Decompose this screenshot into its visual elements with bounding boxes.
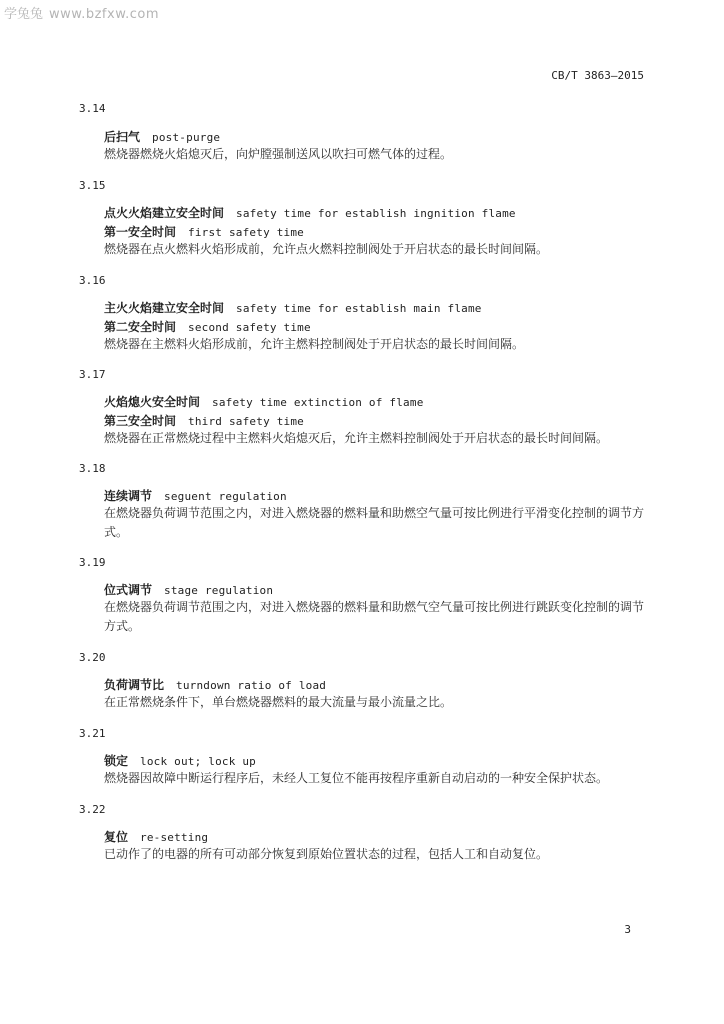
- term-alt-zh: 第一安全时间: [104, 225, 177, 239]
- standard-code: CB/T 3863—2015: [551, 69, 644, 82]
- term-definition: 已动作了的电器的所有可动部分恢复到原始位置状态的过程，包括人工和自动复位。: [104, 847, 549, 861]
- term-number: 3.19: [79, 556, 106, 569]
- term-definition: 燃烧器燃烧火焰熄灭后，向炉膛强制送风以吹扫可燃气体的过程。: [104, 147, 453, 161]
- term-number: 3.21: [79, 727, 106, 740]
- term-heading: [104, 754, 256, 769]
- term-definition: 在正常燃烧条件下，单台燃烧器燃料的最大流量与最小流量之比。: [104, 695, 453, 709]
- term-zh: 位式调节: [104, 583, 153, 597]
- term-alt-heading: [104, 320, 311, 335]
- term-alt-zh: 第二安全时间: [104, 320, 177, 334]
- term-definition: 在燃烧器负荷调节范围之内，对进入燃烧器的燃料量和助燃气空气量可按比例进行跳跃变化控制的调节方式。: [104, 600, 645, 633]
- term-zh: 连续调节: [104, 489, 153, 503]
- term-en: re-setting: [140, 831, 209, 844]
- term-heading: [104, 130, 220, 145]
- term-zh: 主火火焰建立安全时间: [104, 301, 225, 315]
- term-en: safety time extinction of flame: [212, 396, 424, 409]
- term-zh: 后扫气: [104, 130, 141, 144]
- term-en: safety time for establish main flame: [236, 302, 482, 315]
- term-alt-heading: [104, 414, 304, 429]
- term-en: seguent regulation: [164, 490, 287, 503]
- term-alt-en: first safety time: [188, 226, 304, 239]
- term-number: 3.20: [79, 651, 106, 664]
- term-en: lock out; lock up: [140, 755, 256, 768]
- term-definition: 在燃烧器负荷调节范围之内，对进入燃烧器的燃料量和助燃空气量可按比例进行平滑变化控制的调节方式。: [104, 506, 645, 539]
- term-definition: 燃烧器在点火燃料火焰形成前，允许点火燃料控制阀处于开启状态的最长时间间隔。: [104, 242, 549, 256]
- term-number: 3.22: [79, 803, 106, 816]
- term-definition: 燃烧器因故障中断运行程序后，未经人工复位不能再按程序重新自动启动的一种安全保护状态。: [104, 771, 609, 785]
- term-heading: [104, 395, 424, 410]
- term-zh: 锁定: [104, 754, 129, 768]
- term-definition: 燃烧器在正常燃烧过程中主燃料火焰熄灭后，允许主燃料控制阀处于开启状态的最长时间间隔。: [104, 431, 609, 445]
- term-heading: [104, 678, 326, 693]
- term-alt-heading: [104, 225, 304, 240]
- term-number: 3.17: [79, 368, 106, 381]
- term-en: post-purge: [152, 131, 221, 144]
- term-number: 3.15: [79, 179, 106, 192]
- term-alt-zh: 第三安全时间: [104, 414, 177, 428]
- term-heading: [104, 583, 273, 598]
- term-heading: [104, 206, 516, 221]
- term-heading: [104, 830, 208, 845]
- term-zh: 复位: [104, 830, 129, 844]
- term-en: turndown ratio of load: [176, 679, 327, 692]
- term-en: safety time for establish ingnition flame: [236, 207, 516, 220]
- term-alt-en: second safety time: [188, 321, 311, 334]
- term-definition: 燃烧器在主燃料火焰形成前，允许主燃料控制阀处于开启状态的最长时间间隔。: [104, 337, 525, 351]
- term-alt-en: third safety time: [188, 415, 304, 428]
- term-zh: 点火火焰建立安全时间: [104, 206, 225, 220]
- term-en: stage regulation: [164, 584, 274, 597]
- term-heading: [104, 301, 482, 316]
- term-number: 3.18: [79, 462, 106, 475]
- watermark-url: www.bzfxw.com: [49, 7, 160, 22]
- term-zh: 负荷调节比: [104, 678, 165, 692]
- term-number: 3.14: [79, 102, 106, 115]
- page-number: 3: [624, 923, 631, 936]
- watermark-site-name: 学兔兔: [4, 7, 44, 22]
- term-number: 3.16: [79, 274, 106, 287]
- term-heading: [104, 489, 287, 504]
- term-zh: 火焰熄火安全时间: [104, 395, 201, 409]
